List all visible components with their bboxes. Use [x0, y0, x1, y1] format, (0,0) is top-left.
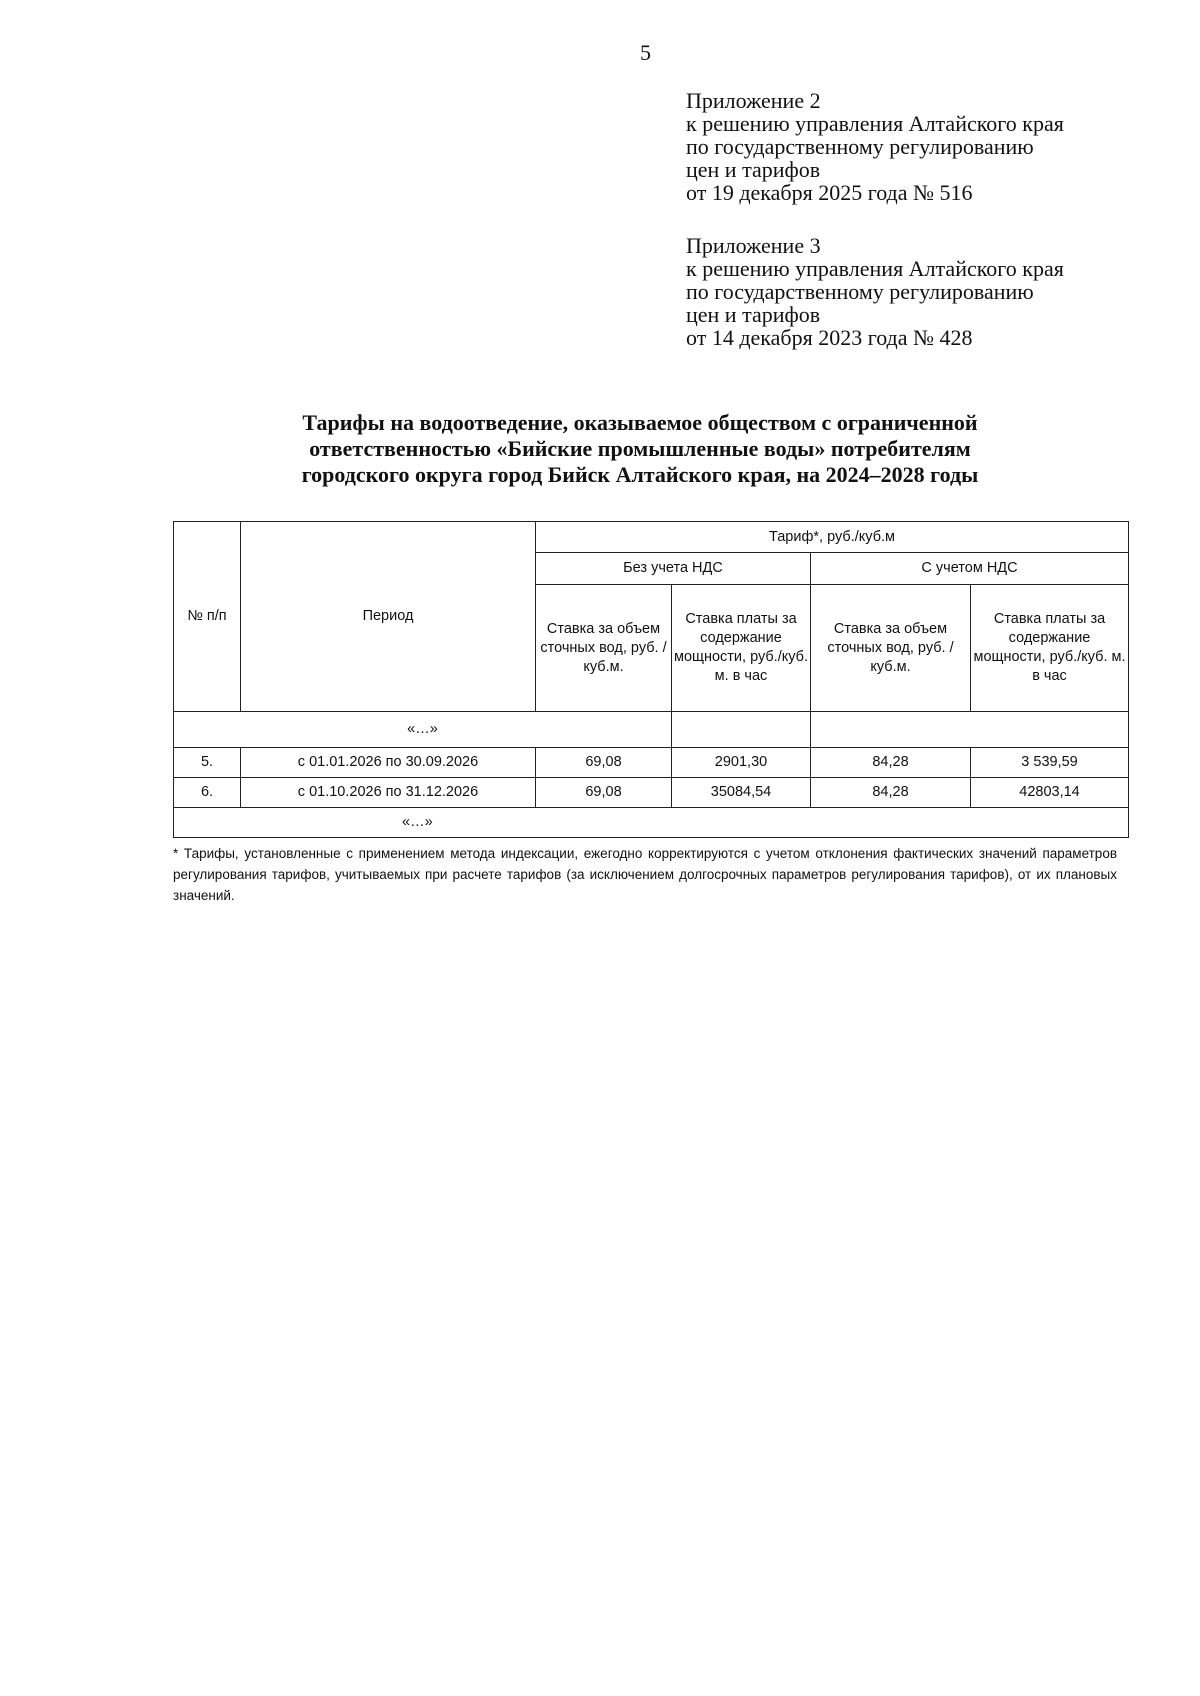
row-num: 5.: [174, 748, 241, 778]
row-rate-capacity-no-vat: 2901,30: [672, 748, 811, 778]
row-rate-capacity-vat: 42803,14: [971, 778, 1129, 808]
page-number: 5: [640, 40, 651, 65]
appendix-3-block: [686, 234, 1064, 349]
header-tariff: Тариф*, руб./куб.м: [536, 522, 1129, 553]
title-line: городского округа город Бийск Алтайского края, на 2024–2028 годы: [301, 462, 979, 487]
tariff-table: [173, 521, 1129, 838]
empty-cell: [811, 712, 1129, 748]
header-without-vat: Без учета НДС: [536, 553, 811, 585]
appendix-2-line: от 19 декабря 2025 года № 516: [686, 180, 973, 205]
row-rate-volume-no-vat: 69,08: [536, 748, 672, 778]
row-rate-capacity-no-vat: 35084,54: [672, 778, 811, 808]
table-row: [174, 748, 1129, 778]
title-line: Тарифы на водоотведение, оказываемое обществом с ограниченной: [302, 410, 978, 435]
ellipsis-row: [174, 712, 1129, 748]
row-rate-volume-vat: 84,28: [811, 748, 971, 778]
header-rate-volume-no-vat: Ставка за объем сточных вод, руб. /куб.м.: [536, 585, 672, 712]
document-title: [200, 410, 1080, 488]
appendix-2-line: к решению управления Алтайского края: [686, 111, 1064, 136]
appendix-3-line: цен и тарифов: [686, 302, 821, 327]
row-rate-volume-no-vat: 69,08: [536, 778, 672, 808]
header-num: № п/п: [174, 522, 241, 712]
ellipsis-cell: «…»: [174, 808, 1129, 838]
empty-cell: [672, 712, 811, 748]
ellipsis-cell: «…»: [174, 712, 672, 748]
ellipsis-row: [174, 808, 1129, 838]
appendix-2-line: цен и тарифов: [686, 157, 821, 182]
appendix-2-line: по государственному регулированию: [686, 134, 1034, 159]
footnote: * Тарифы, установленные с применением метода индексации, ежегодно корректируются с учетом отклонения фактических значений параметров регулирования тарифов, учитываемых при расчете тарифов (за исключением долгосрочных параметров регулирования тарифов), от их плановых значений.: [173, 846, 1117, 903]
appendix-3-line: по государственному регулированию: [686, 279, 1034, 304]
appendix-2-block: [686, 89, 1064, 204]
appendix-3-line: от 14 декабря 2023 года № 428: [686, 325, 973, 350]
row-num: 6.: [174, 778, 241, 808]
table-row: [174, 778, 1129, 808]
appendix-3-line: Приложение 3: [686, 233, 821, 258]
row-rate-volume-vat: 84,28: [811, 778, 971, 808]
row-period: с 01.01.2026 по 30.09.2026: [241, 748, 536, 778]
header-row: [174, 522, 1129, 553]
header-period: Период: [241, 522, 536, 712]
appendix-2-line: Приложение 2: [686, 88, 821, 113]
header-with-vat: С учетом НДС: [811, 553, 1129, 585]
row-period: с 01.10.2026 по 31.12.2026: [241, 778, 536, 808]
title-line: ответственностью «Бийские промышленные воды» потребителям: [309, 436, 971, 461]
header-rate-capacity-no-vat: Ставка платы за содержание мощности, руб./куб. м. в час: [672, 585, 811, 712]
header-rate-capacity-vat: Ставка платы за содержание мощности, руб./куб. м. в час: [971, 585, 1129, 712]
appendix-3-line: к решению управления Алтайского края: [686, 256, 1064, 281]
row-rate-capacity-vat: 3 539,59: [971, 748, 1129, 778]
header-rate-volume-vat: Ставка за объем сточных вод, руб. /куб.м.: [811, 585, 971, 712]
